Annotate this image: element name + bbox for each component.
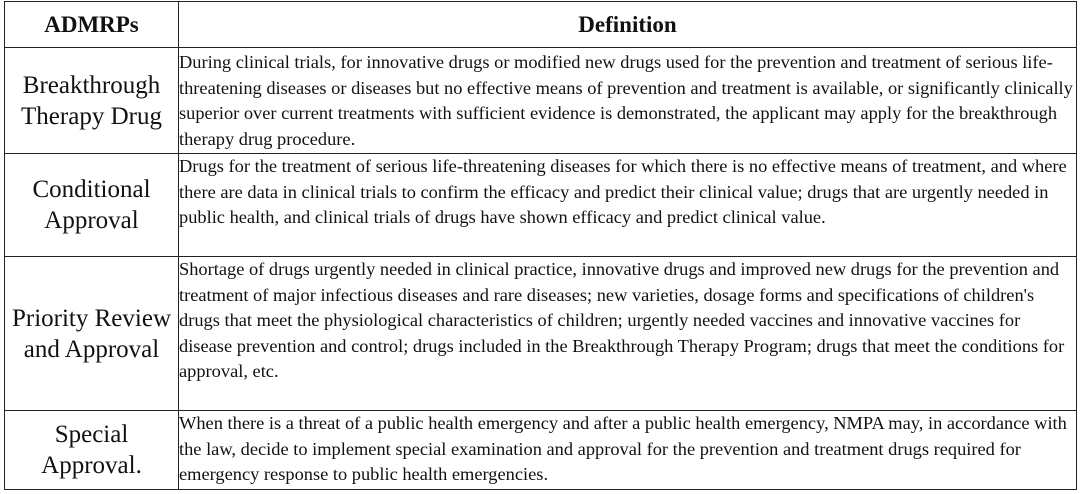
header-term: ADMRPs [5,2,179,48]
admrp-definitions-table [4,1,1077,490]
term-cell: Breakthrough Therapy Drug [5,48,179,154]
table-row [5,48,1077,154]
definition-cell: Shortage of drugs urgently needed in clinical practice, innovative drugs and improved new drugs for the prevention and treatment of major infectious diseases and rare diseases; new varieties, dosage forms and specifications of children's drugs that meet the physiological characteristics of children; urgently needed vaccines and innovative vaccines for disease prevention and control; drugs included in the Breakthrough Therapy Program; drugs that meet the conditions for approval, etc. [179,257,1077,411]
term-cell: Priority Review and Approval [5,257,179,411]
term-cell: Conditional Approval [5,154,179,257]
term-cell: Special Approval. [5,411,179,490]
header-row [5,2,1077,48]
table-row [5,257,1077,411]
definition-cell: Drugs for the treatment of serious life-threatening diseases for which there is no effective means of treatment, and where there are data in clinical trials to confirm the efficacy and predict their clinical value; drugs that are urgently needed in public health, and clinical trials of drugs have shown efficacy and predict clinical value. [179,154,1077,257]
table-row [5,411,1077,490]
table-row [5,154,1077,257]
header-definition: Definition [179,2,1077,48]
definition-cell: When there is a threat of a public health emergency and after a public health emergency, NMPA may, in accordance with the law, decide to implement special examination and approval for the prevention and treatment drugs required for emergency response to public health emergencies. [179,411,1077,490]
definition-cell: During clinical trials, for innovative drugs or modified new drugs used for the prevention and treatment of serious life-threatening diseases or diseases but no effective means of prevention and treatment is available, or significantly clinically superior over current treatments with sufficient evidence is demonstrated, the applicant may apply for the breakthrough therapy drug procedure. [179,48,1077,154]
